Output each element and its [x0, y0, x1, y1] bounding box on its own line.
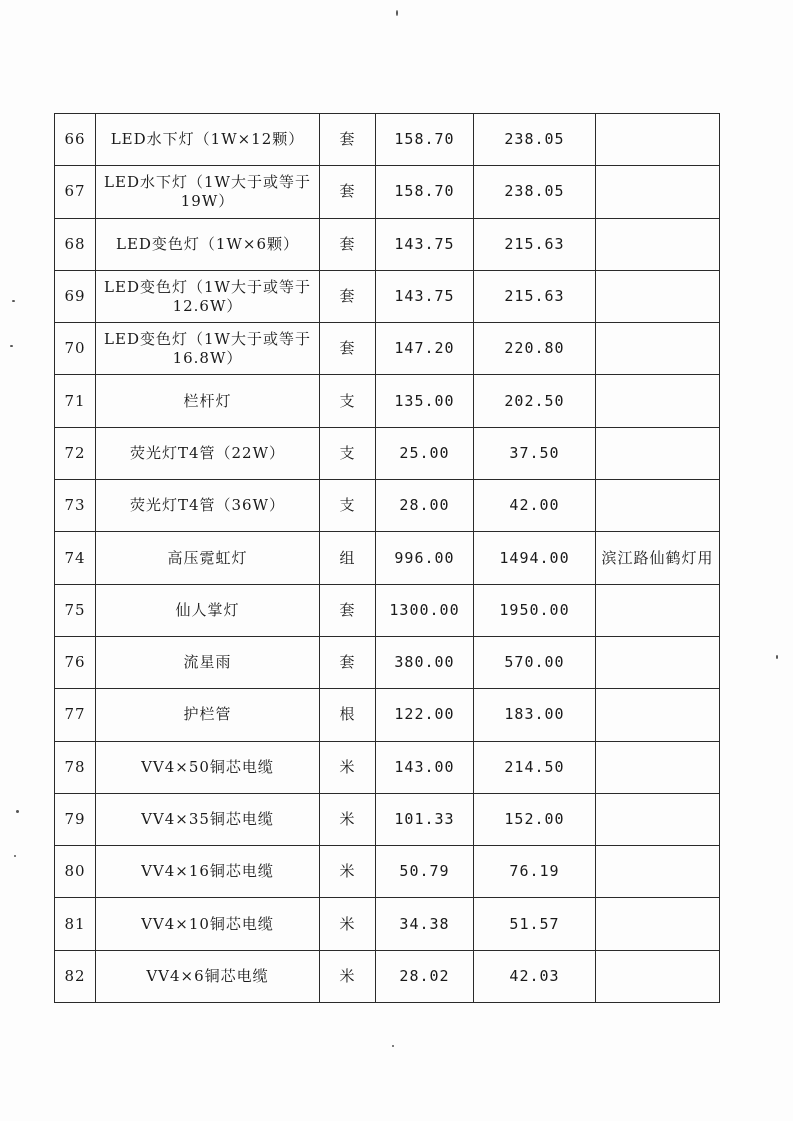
item-unit-cell: 套: [320, 166, 376, 218]
adjusted-price-cell: 220.80: [474, 323, 596, 375]
unit-price-cell: 28.02: [376, 950, 474, 1002]
unit-price-cell: 158.70: [376, 114, 474, 166]
unit-price-cell: 380.00: [376, 636, 474, 688]
remark-cell: [596, 218, 720, 270]
item-unit-cell: 套: [320, 114, 376, 166]
table-row: [55, 898, 720, 950]
adjusted-price-cell: 42.00: [474, 480, 596, 532]
remark-cell: [596, 793, 720, 845]
item-name-cell: LED变色灯（1W×6颗）: [96, 218, 320, 270]
unit-price-cell: 143.75: [376, 270, 474, 322]
table-row: [55, 323, 720, 375]
row-number-cell: 67: [55, 166, 96, 218]
adjusted-price-cell: 202.50: [474, 375, 596, 427]
table-row: [55, 480, 720, 532]
adjusted-price-cell: 214.50: [474, 741, 596, 793]
adjusted-price-cell: 152.00: [474, 793, 596, 845]
item-name-cell: VV4×6铜芯电缆: [96, 950, 320, 1002]
unit-price-cell: 143.75: [376, 218, 474, 270]
remark-cell: [596, 584, 720, 636]
adjusted-price-cell: 1494.00: [474, 532, 596, 584]
item-unit-cell: 套: [320, 636, 376, 688]
item-unit-cell: 米: [320, 898, 376, 950]
adjusted-price-cell: 76.19: [474, 846, 596, 898]
item-unit-cell: 套: [320, 270, 376, 322]
adjusted-price-cell: 238.05: [474, 166, 596, 218]
table-row: [55, 636, 720, 688]
item-name-cell: 荧光灯T4管（22W）: [96, 427, 320, 479]
scan-speck: [392, 1045, 394, 1047]
row-number-cell: 80: [55, 846, 96, 898]
remark-cell: [596, 846, 720, 898]
row-number-cell: 77: [55, 689, 96, 741]
table-row: [55, 375, 720, 427]
table-row: [55, 532, 720, 584]
table-row: [55, 218, 720, 270]
remark-cell: 滨江路仙鹤灯用: [596, 532, 720, 584]
unit-price-cell: 28.00: [376, 480, 474, 532]
row-number-cell: 69: [55, 270, 96, 322]
row-number-cell: 71: [55, 375, 96, 427]
item-name-cell: LED水下灯（1W大于或等于19W）: [96, 166, 320, 218]
row-number-cell: 72: [55, 427, 96, 479]
table-row: [55, 270, 720, 322]
row-number-cell: 79: [55, 793, 96, 845]
row-number-cell: 78: [55, 741, 96, 793]
item-name-cell: LED变色灯（1W大于或等于12.6W）: [96, 270, 320, 322]
scan-speck: [776, 655, 778, 659]
adjusted-price-cell: 215.63: [474, 218, 596, 270]
row-number-cell: 68: [55, 218, 96, 270]
item-unit-cell: 支: [320, 375, 376, 427]
unit-price-cell: 143.00: [376, 741, 474, 793]
item-unit-cell: 套: [320, 323, 376, 375]
adjusted-price-cell: 570.00: [474, 636, 596, 688]
remark-cell: [596, 950, 720, 1002]
scan-speck: [14, 855, 16, 857]
scan-speck: [10, 345, 13, 347]
adjusted-price-cell: 51.57: [474, 898, 596, 950]
adjusted-price-cell: 183.00: [474, 689, 596, 741]
remark-cell: [596, 375, 720, 427]
table-row: [55, 950, 720, 1002]
scan-speck: [12, 300, 15, 302]
row-number-cell: 81: [55, 898, 96, 950]
scan-speck: [16, 810, 19, 813]
item-name-cell: 荧光灯T4管（36W）: [96, 480, 320, 532]
unit-price-cell: 135.00: [376, 375, 474, 427]
item-unit-cell: 支: [320, 427, 376, 479]
item-name-cell: 仙人掌灯: [96, 584, 320, 636]
item-name-cell: VV4×35铜芯电缆: [96, 793, 320, 845]
row-number-cell: 73: [55, 480, 96, 532]
unit-price-cell: 122.00: [376, 689, 474, 741]
unit-price-cell: 996.00: [376, 532, 474, 584]
unit-price-cell: 158.70: [376, 166, 474, 218]
item-name-cell: LED变色灯（1W大于或等于16.8W）: [96, 323, 320, 375]
item-name-cell: VV4×16铜芯电缆: [96, 846, 320, 898]
remark-cell: [596, 898, 720, 950]
item-unit-cell: 套: [320, 584, 376, 636]
item-name-cell: LED水下灯（1W×12颗）: [96, 114, 320, 166]
item-name-cell: 流星雨: [96, 636, 320, 688]
table-row: [55, 846, 720, 898]
adjusted-price-cell: 37.50: [474, 427, 596, 479]
item-name-cell: 栏杆灯: [96, 375, 320, 427]
unit-price-cell: 1300.00: [376, 584, 474, 636]
unit-price-cell: 147.20: [376, 323, 474, 375]
item-unit-cell: 套: [320, 218, 376, 270]
row-number-cell: 76: [55, 636, 96, 688]
item-unit-cell: 米: [320, 793, 376, 845]
price-table: [54, 113, 720, 1003]
unit-price-cell: 25.00: [376, 427, 474, 479]
remark-cell: [596, 480, 720, 532]
row-number-cell: 74: [55, 532, 96, 584]
table-row: [55, 114, 720, 166]
row-number-cell: 70: [55, 323, 96, 375]
adjusted-price-cell: 1950.00: [474, 584, 596, 636]
item-unit-cell: 米: [320, 846, 376, 898]
table-row: [55, 584, 720, 636]
adjusted-price-cell: 238.05: [474, 114, 596, 166]
item-name-cell: 护栏管: [96, 689, 320, 741]
adjusted-price-cell: 42.03: [474, 950, 596, 1002]
row-number-cell: 82: [55, 950, 96, 1002]
table-row: [55, 741, 720, 793]
item-name-cell: VV4×10铜芯电缆: [96, 898, 320, 950]
item-unit-cell: 支: [320, 480, 376, 532]
remark-cell: [596, 323, 720, 375]
remark-cell: [596, 741, 720, 793]
remark-cell: [596, 166, 720, 218]
adjusted-price-cell: 215.63: [474, 270, 596, 322]
table-row: [55, 689, 720, 741]
remark-cell: [596, 270, 720, 322]
scan-speck: [396, 10, 398, 16]
item-unit-cell: 米: [320, 950, 376, 1002]
row-number-cell: 75: [55, 584, 96, 636]
table-row: [55, 427, 720, 479]
item-name-cell: VV4×50铜芯电缆: [96, 741, 320, 793]
item-unit-cell: 根: [320, 689, 376, 741]
item-unit-cell: 米: [320, 741, 376, 793]
unit-price-cell: 101.33: [376, 793, 474, 845]
table-row: [55, 793, 720, 845]
remark-cell: [596, 636, 720, 688]
unit-price-cell: 34.38: [376, 898, 474, 950]
item-unit-cell: 组: [320, 532, 376, 584]
table-row: [55, 166, 720, 218]
unit-price-cell: 50.79: [376, 846, 474, 898]
row-number-cell: 66: [55, 114, 96, 166]
remark-cell: [596, 689, 720, 741]
item-name-cell: 高压霓虹灯: [96, 532, 320, 584]
remark-cell: [596, 427, 720, 479]
remark-cell: [596, 114, 720, 166]
table-body: [55, 114, 720, 1003]
